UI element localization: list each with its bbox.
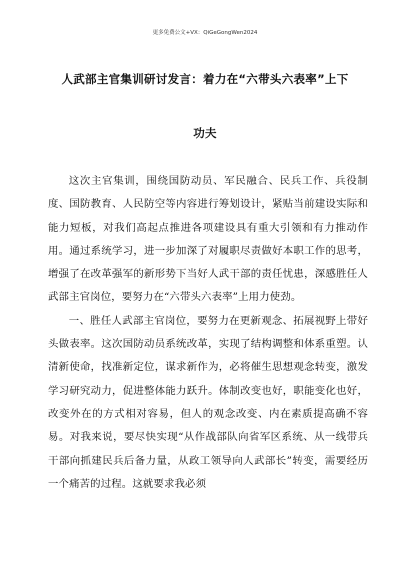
document-body [48,170,368,496]
header-note: 更多免费公文+VX：QiGeGongWen2024 [152,30,258,36]
document-title: 人武部主官集训研讨发言：着力在“六带头六表率”上下 [61,72,349,86]
paragraph-section-1: 一、胜任人武部主官岗位，要努力在更新观念、拓展视野上带好头做表率。这次国防动员系统改革，实现了结构调整和体系重塑。认清新使命，找准新定位，谋求新作为，必将催生思想观念转变，激发学习研究动力，促进整体能力跃升。体制改变也好，职能变化也好，改变外在的方式相对容易，但人的观念改变、内在素质提高确不容易。对我来说，要尽快实现“从作战部队向省军区系统、从一线带兵干部向抓建民兵后备力量，从政工领导向人武部长”转变，需要经历一个痛苦的过程。这就要求我必须 [48,314,368,490]
document-title-continued: 功夫 [193,126,217,140]
paragraph-intro: 这次主官集训，围绕国防动员、军民融合、民兵工作、兵役制度、国防教育、人民防空等内容进行筹划设计，紧贴当前建设实际和能力短板，对我们高起点推进各项建设具有重大引领和有力推动作用。通过系统学习，进一步加深了对履职尽责做好本职工作的思考，增强了在改革强军的新形势下当好人武干部的责任忧患，深感胜任人武部主官岗位，要努力在“六带头六表率”上用力使劲。 [48,175,368,304]
